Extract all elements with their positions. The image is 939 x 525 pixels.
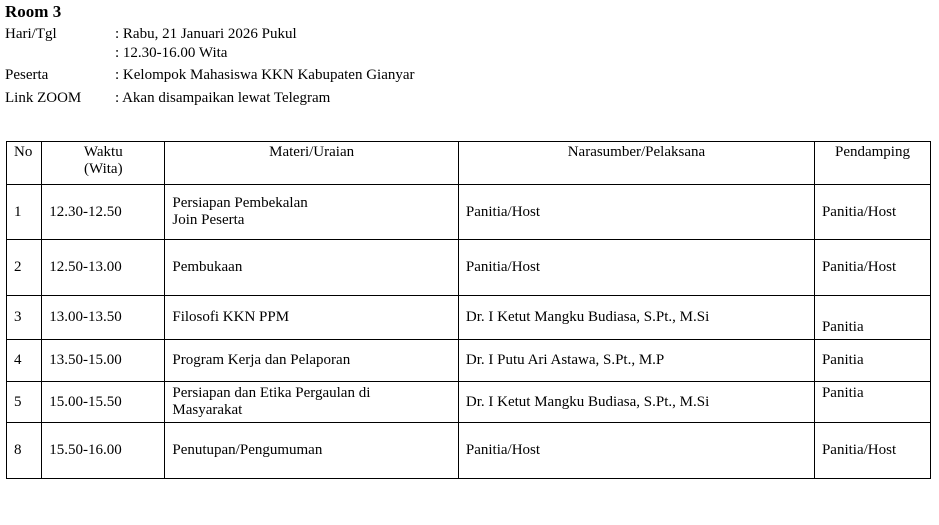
cell-waktu: 15.50-16.00 xyxy=(42,423,165,479)
table-header-row xyxy=(7,142,931,185)
table-row xyxy=(7,296,931,340)
info-label: Link ZOOM xyxy=(5,90,82,106)
info-value: : Rabu, 21 Januari 2026 Pukul xyxy=(115,26,297,42)
cell-waktu: 12.50-13.00 xyxy=(42,240,165,296)
cell-pendamping: Panitia xyxy=(814,340,930,382)
schedule-table xyxy=(6,141,931,479)
cell-materi: Filosofi KKN PPM xyxy=(165,296,459,340)
header-waktu-label: Waktu xyxy=(83,144,123,160)
info-value: : Kelompok Mahasiswa KKN Kabupaten Gianyar xyxy=(115,67,415,83)
table-row xyxy=(7,185,931,240)
header-narasumber: Narasumber/Pelaksana xyxy=(458,142,814,185)
cell-pendamping: Panitia/Host xyxy=(814,185,930,240)
cell-pendamping: Panitia xyxy=(814,296,930,340)
materi-line: Masyarakat xyxy=(172,402,243,418)
room-title: Room 3 xyxy=(5,2,62,21)
info-value: : Akan disampaikan lewat Telegram xyxy=(115,90,331,106)
cell-materi xyxy=(165,185,459,240)
cell-no: 1 xyxy=(7,185,42,240)
cell-narasumber: Dr. I Ketut Mangku Budiasa, S.Pt., M.Si xyxy=(458,382,814,423)
info-label: Hari/Tgl xyxy=(5,26,57,42)
table-row xyxy=(7,382,931,423)
cell-materi: Pembukaan xyxy=(165,240,459,296)
cell-materi xyxy=(165,382,459,423)
info-value: : 12.30-16.00 Wita xyxy=(115,45,228,61)
cell-pendamping: Panitia/Host xyxy=(814,423,930,479)
cell-waktu: 15.00-15.50 xyxy=(42,382,165,423)
table-row xyxy=(7,340,931,382)
cell-materi: Penutupan/Pengumuman xyxy=(165,423,459,479)
materi-line: Persiapan dan Etika Pergaulan di xyxy=(172,385,371,401)
cell-pendamping: Panitia/Host xyxy=(814,240,930,296)
cell-materi: Program Kerja dan Pelaporan xyxy=(165,340,459,382)
header-waktu-unit: (Wita) xyxy=(84,161,123,177)
cell-waktu: 13.50-15.00 xyxy=(42,340,165,382)
table-row xyxy=(7,423,931,479)
table-row xyxy=(7,240,931,296)
cell-no: 5 xyxy=(7,382,42,423)
header-waktu xyxy=(42,142,165,185)
cell-narasumber: Dr. I Ketut Mangku Budiasa, S.Pt., M.Si xyxy=(458,296,814,340)
cell-narasumber: Panitia/Host xyxy=(458,185,814,240)
header-materi: Materi/Uraian xyxy=(165,142,459,185)
cell-no: 3 xyxy=(7,296,42,340)
info-label: Peserta xyxy=(5,67,49,83)
materi-line: Persiapan Pembekalan xyxy=(172,195,308,211)
header-pendamping: Pendamping xyxy=(814,142,930,185)
header-no: No xyxy=(7,142,42,185)
materi-line: Join Peserta xyxy=(172,212,245,228)
cell-no: 2 xyxy=(7,240,42,296)
cell-waktu: 12.30-12.50 xyxy=(42,185,165,240)
cell-waktu: 13.00-13.50 xyxy=(42,296,165,340)
cell-narasumber: Panitia/Host xyxy=(458,423,814,479)
cell-pendamping: Panitia xyxy=(814,382,930,423)
cell-no: 8 xyxy=(7,423,42,479)
cell-no: 4 xyxy=(7,340,42,382)
cell-narasumber: Dr. I Putu Ari Astawa, S.Pt., M.P xyxy=(458,340,814,382)
cell-narasumber: Panitia/Host xyxy=(458,240,814,296)
